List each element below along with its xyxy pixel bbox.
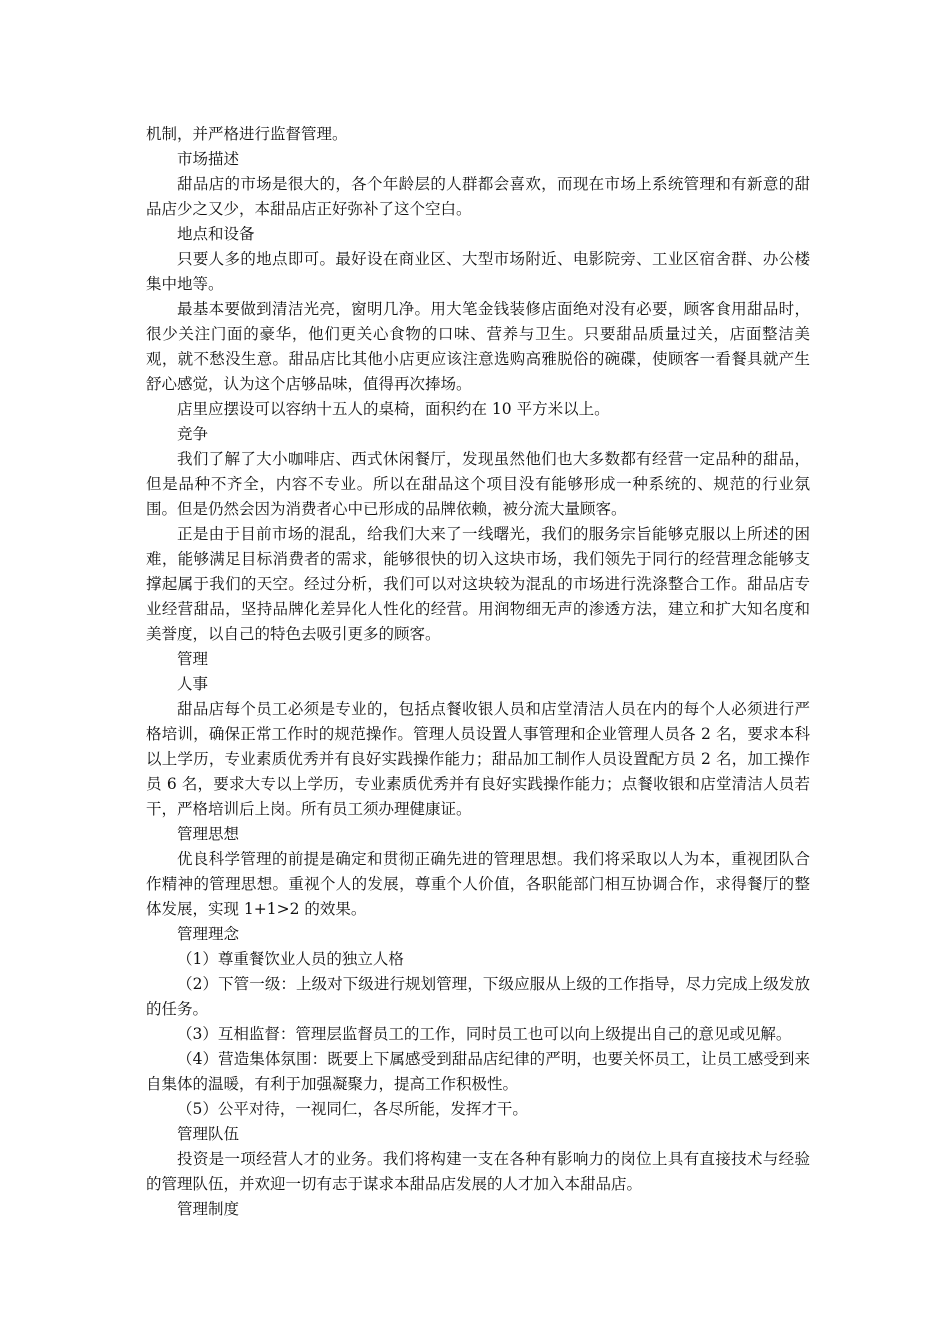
section-heading-management-concept: 管理理念 <box>177 925 240 943</box>
paragraph: 店里应摆设可以容纳十五人的桌椅，面积约在 10 平方米以上。 <box>177 400 610 418</box>
section-heading-personnel: 人事 <box>177 675 209 693</box>
paragraph-continuation: 机制，并严格进行监督管理。 <box>146 125 348 143</box>
numbered-item: （2）下管一级：上级对下级进行规划管理，下级应服从上级的工作指导，尽力完成上级发放的任务。 <box>146 975 810 1018</box>
paragraph: 甜品店每个员工必须是专业的，包括点餐收银人员和店堂清洁人员在内的每个人必须进行严格培训，确保正常工作时的规范操作。管理人员设置人事管理和企业管理人员各 2 名，要求本科以上学历，专业素质优秀并有良好实践操作能力；甜品加工制作人员设置配方员 2 名，加工操作员 6 名，要求大专以上学历，专业素质优秀并有良好实践操作能力；点餐收银和店堂清洁人员若干，严格培训后上岗。所有员工须办理健康证。 <box>146 700 810 818</box>
section-heading-management: 管理 <box>177 650 209 668</box>
numbered-item: （5）公平对待，一视同仁，各尽所能，发挥才干。 <box>177 1100 528 1118</box>
section-heading-management-system: 管理制度 <box>177 1200 240 1218</box>
section-heading-management-thought: 管理思想 <box>177 825 240 843</box>
paragraph: 正是由于目前市场的混乱，给我们大来了一线曙光，我们的服务宗旨能够克服以上所述的困难，能够满足目标消费者的需求，能够很快的切入这块市场，我们领先于同行的经营理念能够支撑起属于我们的天空。经过分析，我们可以对这块较为混乱的市场进行洗涤整合工作。甜品店专业经营甜品，坚持品牌化差异化人性化的经营。用润物细无声的渗透方法，建立和扩大知名度和美誉度，以自己的特色去吸引更多的顾客。 <box>146 525 810 643</box>
document-body <box>146 122 810 1222</box>
numbered-item: （1）尊重餐饮业人员的独立人格 <box>177 950 404 968</box>
paragraph: 最基本要做到清洁光亮，窗明几净。用大笔金钱装修店面绝对没有必要，顾客食用甜品时，很少关注门面的豪华，他们更关心食物的口味、营养与卫生。只要甜品质量过关，店面整洁美观，就不愁没生意。甜品店比其他小店更应该注意选购高雅脱俗的碗碟，使顾客一看餐具就产生舒心感觉，认为这个店够品味，值得再次捧场。 <box>146 300 810 393</box>
section-heading-market: 市场描述 <box>177 150 240 168</box>
paragraph: 只要人多的地点即可。最好设在商业区、大型市场附近、电影院旁、工业区宿舍群、办公楼集中地等。 <box>146 250 810 293</box>
numbered-item: （3）互相监督：管理层监督员工的工作，同时员工也可以向上级提出自己的意见或见解。 <box>177 1025 792 1043</box>
paragraph: 优良科学管理的前提是确定和贯彻正确先进的管理思想。我们将采取以人为本，重视团队合作精神的管理思想。重视个人的发展，尊重个人价值，各职能部门相互协调合作，求得餐厅的整体发展，实现 1+1>2 的效果。 <box>146 850 810 918</box>
paragraph: 投资是一项经营人才的业务。我们将构建一支在各种有影响力的岗位上具有直接技术与经验的管理队伍，并欢迎一切有志于谋求本甜品店发展的人才加入本甜品店。 <box>146 1150 810 1193</box>
section-heading-management-team: 管理队伍 <box>177 1125 240 1143</box>
paragraph: 甜品店的市场是很大的，各个年龄层的人群都会喜欢，而现在市场上系统管理和有新意的甜品店少之又少，本甜品店正好弥补了这个空白。 <box>146 175 810 218</box>
section-heading-location: 地点和设备 <box>177 225 255 243</box>
numbered-item: （4）营造集体氛围：既要上下属感受到甜品店纪律的严明，也要关怀员工，让员工感受到来自集体的温暖，有利于加强凝聚力，提高工作积极性。 <box>146 1050 810 1093</box>
section-heading-competition: 竞争 <box>177 425 209 443</box>
paragraph: 我们了解了大小咖啡店、西式休闲餐厅，发现虽然他们也大多数都有经营一定品种的甜品，但是品种不齐全，内容不专业。所以在甜品这个项目没有能够形成一种系统的、规范的行业氛围。但是仍然会因为消费者心中已形成的品牌依赖，被分流大量顾客。 <box>146 450 810 518</box>
